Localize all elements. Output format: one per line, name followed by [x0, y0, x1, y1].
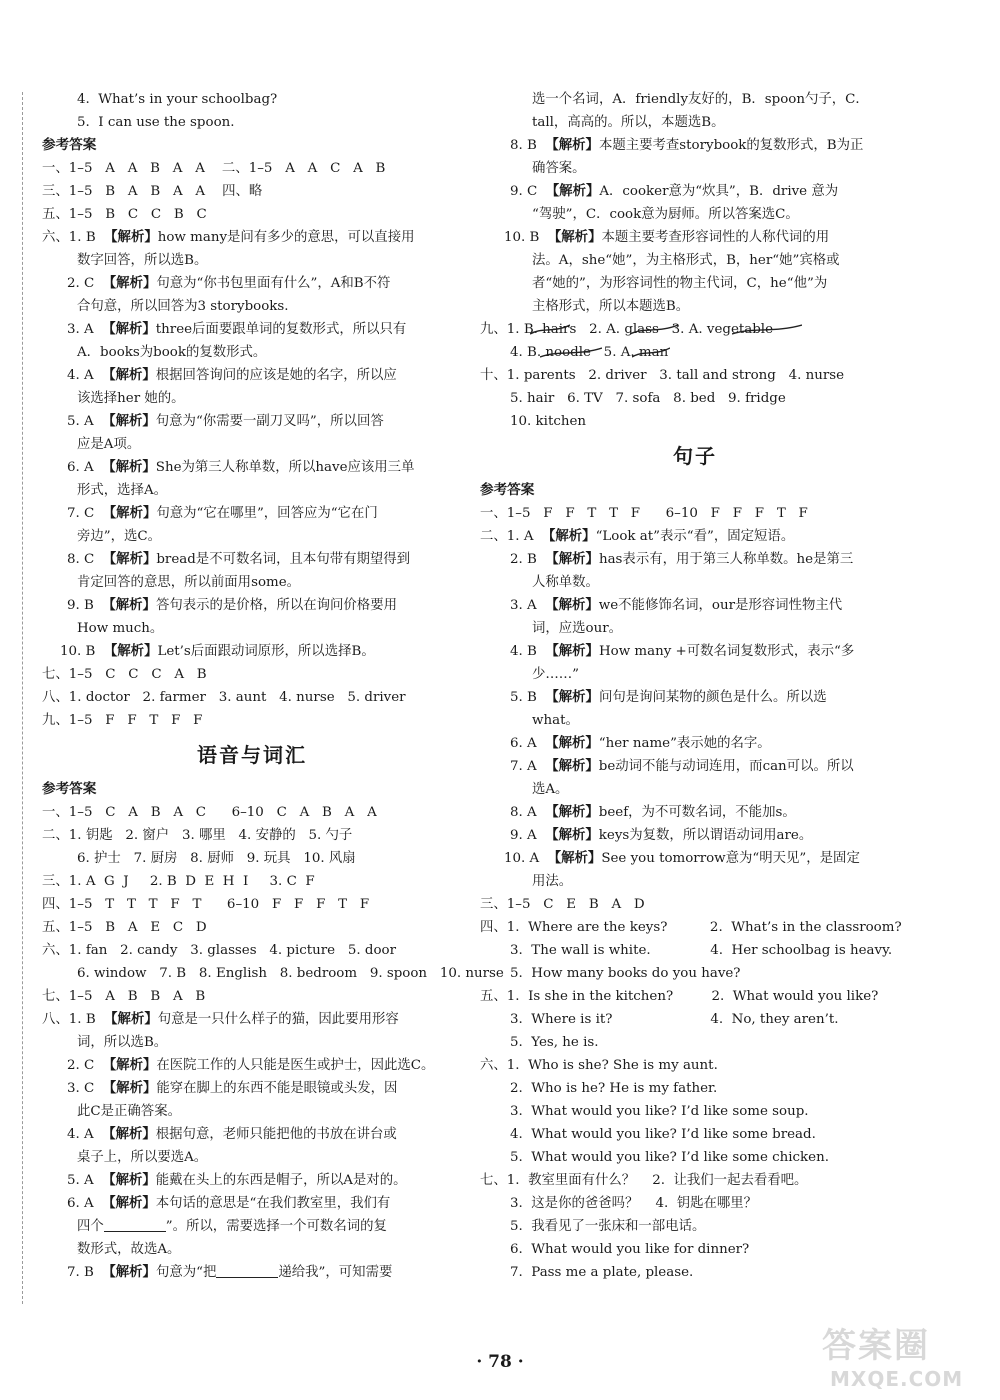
line-text: 八、1. doctor 2. farmer 3. aunt 4. nurse 5. driver	[42, 690, 406, 705]
line-text: 十、1. parents 2. driver 3. tall and strong 4. nurse	[480, 368, 845, 383]
line-text: 10. A	[504, 851, 548, 866]
line-text: 4. What would you like? I’d like some bread.	[510, 1127, 816, 1142]
analysis-text: 在医院工作的人只能是医生或护士，因此选C。	[156, 1058, 435, 1073]
line-text: 主格形式，所以本题选B。	[532, 299, 690, 314]
line-text: 3. A	[67, 322, 103, 337]
analysis-text: She为第三人称单数，所以have应该用三单	[155, 460, 415, 475]
answer-line	[42, 640, 462, 663]
answer-line	[42, 663, 462, 686]
line-text: 2. Who is he? He is my father.	[510, 1081, 718, 1096]
line-text: 9. A	[510, 828, 546, 843]
line-text: 四、1–5 T T T F T 6–10 F F F T F	[42, 897, 370, 912]
answer-line	[480, 272, 910, 295]
answer-line	[42, 295, 462, 318]
answer-line	[480, 663, 910, 686]
answer-line	[480, 295, 910, 318]
line-text: 选A。	[532, 782, 569, 797]
answer-line	[42, 1146, 462, 1169]
line-text: 七、1. 教室里面有什么？ 2. 让我们一起去看看吧。	[480, 1173, 808, 1188]
line-text: 者“她的”，为形容词性的物主代词，C，he“他”为	[532, 276, 828, 291]
line-text: A．books为book的复数形式。	[77, 345, 267, 360]
answer-line	[42, 479, 462, 502]
line-text: 5. B	[510, 690, 546, 705]
line-text: 2. C	[67, 276, 103, 291]
line-text: 六、1. Who is she? She is my aunt.	[480, 1058, 718, 1073]
line-text: 语音与词汇	[197, 743, 307, 767]
answer-line	[42, 1261, 462, 1284]
answer-line	[480, 318, 910, 341]
analysis-tag: 【解析】	[102, 505, 157, 521]
fill-blank	[104, 1216, 166, 1232]
answer-line	[42, 1100, 462, 1123]
section-title	[480, 433, 910, 479]
analysis-tag: 【解析】	[545, 643, 599, 659]
line-text: 7. C	[67, 506, 103, 521]
answer-line	[42, 249, 462, 272]
answer-line	[480, 1031, 910, 1054]
analysis-text: we不能修饰名词，our是形容词性物主代	[598, 598, 843, 613]
analysis-tag: 【解析】	[102, 321, 156, 337]
line-text: 9. C	[510, 184, 546, 199]
line-text: 8. A	[510, 805, 546, 820]
line-text: 四个	[77, 1219, 104, 1234]
line-text: 选一个名词，A．friendly友好的，B．spoon勺子，C．	[532, 92, 869, 107]
analysis-tag: 【解析】	[102, 1126, 156, 1142]
answer-line	[480, 801, 910, 824]
answer-line	[480, 226, 910, 249]
analysis-tag: 【解析】	[102, 1195, 156, 1211]
watermark-logo	[822, 1318, 998, 1398]
line-text: 一、1–5 F F T T F 6–10 F F F T F	[480, 506, 808, 521]
line-text: 6. A	[510, 736, 546, 751]
answer-line	[42, 1169, 462, 1192]
line-text: 桌子上，所以要选A。	[77, 1150, 208, 1165]
answer-line	[480, 617, 910, 640]
answer-line	[480, 180, 910, 203]
analysis-text: 句意为“你书包里面有什么”，A和B不符	[156, 276, 391, 291]
line-text: 6. A	[67, 1196, 103, 1211]
analysis-tag: 【解析】	[102, 1264, 156, 1280]
analysis-tag: 【解析】	[103, 643, 158, 659]
line-text: 词，所以选B。	[77, 1035, 168, 1050]
line-text: 一、1–5 C A B A C 6–10 C A B A A	[42, 805, 377, 820]
analysis-text: 本句话的意思是“在我们教室里，我们有	[155, 1196, 391, 1211]
line-text: 4. A	[67, 368, 103, 383]
analysis-text: beef，为不可数名词，不能加s。	[598, 805, 796, 820]
line-text: 6. What would you like for dinner?	[510, 1242, 750, 1257]
line-text: 数形式，故选A。	[77, 1242, 181, 1257]
line-text: 应是A项。	[77, 437, 141, 452]
line-text: 一、1–5 A A B A A 二、1–5 A A C A B	[42, 161, 386, 176]
line-text: 形式，选择A。	[77, 483, 168, 498]
page-number: · 78 ·	[476, 1352, 524, 1372]
analysis-tag: 【解析】	[102, 275, 157, 291]
line-text: 5. Yes, he is.	[510, 1035, 599, 1050]
answer-line	[480, 640, 910, 663]
answer-line	[42, 1054, 462, 1077]
analysis-tag: 【解析】	[545, 758, 599, 774]
line-text: 数字回答，所以选B。	[77, 253, 208, 268]
analysis-text: 句意是一只什么样子的猫，因此要用形容	[157, 1012, 399, 1027]
analysis-text: 答句表示的是价格，所以在询问价格要用	[155, 598, 397, 613]
analysis-text: 根据回答询问的应该是她的名字，所以应	[155, 368, 397, 383]
answer-line	[42, 594, 462, 617]
answer-line	[42, 387, 462, 410]
analysis-tag: 【解析】	[104, 1011, 158, 1027]
answer-line	[42, 617, 462, 640]
line-text: 6. window 7. B 8. English 8. bedroom 9. spoon 10. nurse	[77, 966, 504, 981]
line-text: 7. B	[67, 1265, 103, 1280]
analysis-text: How many +可数名词复数形式，表示“多	[598, 644, 855, 659]
answer-line	[42, 525, 462, 548]
answer-line	[480, 548, 910, 571]
line-text: 8. C	[67, 552, 103, 567]
line-text: 二、1. A	[480, 529, 542, 544]
watermark-text: 答案圈	[822, 1326, 930, 1366]
line-text: 8. B	[510, 138, 546, 153]
watermark-url: MXQE.COM	[830, 1367, 964, 1391]
analysis-text: See you tomorrow意为“明天见”，是固定	[601, 851, 860, 866]
line-text: 10. B	[60, 644, 104, 659]
answer-heading	[42, 134, 462, 157]
analysis-tag: 【解析】	[545, 827, 599, 843]
answer-line	[42, 1123, 462, 1146]
answer-line	[480, 1238, 910, 1261]
answer-line	[42, 1215, 462, 1238]
line-text: 三、1–5 B A B A A 四、略	[42, 184, 263, 199]
line-text: 合句意，所以回答为3 storybooks.	[77, 299, 289, 314]
analysis-text: 能戴在头上的东西是帽子，所以A是对的。	[155, 1173, 407, 1188]
answer-line	[42, 686, 462, 709]
line-text: 五、1–5 B A E C D	[42, 920, 207, 935]
answer-line	[42, 456, 462, 479]
line-text: 3. 这是你的爸爸吗？ 4. 钥匙在哪里？	[510, 1196, 758, 1211]
answer-line	[480, 847, 910, 870]
answer-line	[42, 318, 462, 341]
line-text: 7. Pass me a plate, please.	[510, 1265, 694, 1280]
answer-line	[42, 1192, 462, 1215]
line-text: 三、1. A G J 2. B D E H I 3. C F	[42, 874, 315, 889]
answer-line	[42, 571, 462, 594]
answer-line	[480, 985, 910, 1008]
line-text: 6. A	[67, 460, 103, 475]
line-text: 五、1. Is she in the kitchen? 2. What would you like?	[480, 989, 879, 1004]
analysis-text: “her name”表示她的名字。	[598, 736, 771, 751]
answer-line	[42, 272, 462, 295]
line-text: 九、1. B. hairs 2. A. glass 3. A. vegetable	[480, 322, 774, 337]
line-text: 7. A	[510, 759, 546, 774]
line-text: 6. 护士 7. 厨房 8. 厨师 9. 玩具 10. 风扇	[77, 851, 356, 866]
answer-line	[480, 1261, 910, 1284]
answer-line	[480, 387, 910, 410]
line-text: 9. B	[67, 598, 103, 613]
answer-line	[480, 1008, 910, 1031]
line-text: 3. The wall is white. 4. Her schoolbag is heavy.	[510, 943, 893, 958]
analysis-text: has表示有，用于第三人称单数。he是第三	[598, 552, 854, 567]
answer-line	[480, 709, 910, 732]
answer-line	[480, 502, 910, 525]
analysis-tag: 【解析】	[545, 551, 599, 567]
answer-line	[480, 249, 910, 272]
answer-line	[480, 134, 910, 157]
answer-line	[42, 985, 462, 1008]
line-text: 4. B	[510, 644, 546, 659]
line-text: 参考答案	[42, 137, 97, 153]
analysis-tag: 【解析】	[102, 1057, 157, 1073]
analysis-text: 能穿在脚上的东西不能是眼镜或头发，因	[156, 1081, 398, 1096]
analysis-text: 本题主要考查形容词性的人称代词的用	[601, 230, 830, 245]
analysis-text: Let’s后面跟动词原形，所以选择B。	[157, 644, 375, 659]
answer-line	[480, 916, 910, 939]
analysis-tag: 【解析】	[545, 137, 599, 153]
answer-line	[480, 1169, 910, 1192]
answer-line	[42, 1238, 462, 1261]
answer-line	[42, 364, 462, 387]
line-text: 5. A	[67, 414, 103, 429]
answer-line	[480, 939, 910, 962]
answer-line	[480, 571, 910, 594]
analysis-tag: 【解析】	[545, 804, 599, 820]
analysis-tag: 【解析】	[102, 597, 156, 613]
line-text: 10. B	[504, 230, 548, 245]
line-text: what。	[532, 713, 579, 728]
answer-line	[42, 88, 462, 111]
analysis-text: be动词不能与动词连用，而can可以。所以	[598, 759, 854, 774]
analysis-text: 句意为“把	[155, 1265, 217, 1280]
analysis-tag: 【解析】	[102, 551, 157, 567]
line-text: 词，应选our。	[532, 621, 623, 636]
answer-line	[480, 824, 910, 847]
answer-line	[480, 1054, 910, 1077]
answer-line	[480, 962, 910, 985]
analysis-text: 本题主要考查storybook的复数形式，B为正	[598, 138, 864, 153]
analysis-tag: 【解析】	[545, 597, 599, 613]
answer-line	[42, 180, 462, 203]
answer-line	[480, 686, 910, 709]
answer-heading	[42, 778, 462, 801]
line-text: 10. kitchen	[510, 414, 587, 429]
answer-line	[480, 203, 910, 226]
right-column	[480, 88, 910, 1284]
line-text: 肯定回答的意思，所以前面用some。	[77, 575, 301, 590]
line-text-after-blank: 递给我”，可知需要	[278, 1265, 393, 1280]
line-text: 八、1. B	[42, 1012, 105, 1027]
answer-line	[480, 732, 910, 755]
analysis-text: A．cooker意为“炊具”，B．drive 意为	[599, 184, 839, 199]
line-text: 人称单数。	[532, 575, 599, 590]
line-text: tall，高高的。所以，本题选B。	[532, 115, 725, 130]
line-text: How much。	[77, 621, 164, 636]
section-title	[42, 732, 462, 778]
line-text: 5. hair 6. TV 7. sofa 8. bed 9. fridge	[510, 391, 786, 406]
line-text: 4. A	[67, 1127, 103, 1142]
answer-line	[480, 594, 910, 617]
analysis-tag: 【解析】	[102, 459, 156, 475]
line-text: 用法。	[532, 874, 573, 889]
line-text: 五、1–5 B C C B C	[42, 207, 207, 222]
answer-line	[42, 916, 462, 939]
analysis-tag: 【解析】	[545, 689, 599, 705]
analysis-tag: 【解析】	[545, 183, 600, 199]
answer-heading	[480, 479, 910, 502]
analysis-text: bread是不可数名词，且本句带有期望得到	[156, 552, 411, 567]
analysis-tag: 【解析】	[102, 413, 156, 429]
line-text: 六、1. fan 2. candy 3. glasses 4. picture 5. door	[42, 943, 396, 958]
analysis-tag: 【解析】	[547, 850, 602, 866]
analysis-tag: 【解析】	[542, 528, 596, 544]
line-text: 二、1. 钥匙 2. 窗户 3. 哪里 4. 安静的 5. 勺子	[42, 828, 353, 843]
answer-line	[480, 1123, 910, 1146]
answer-line	[42, 341, 462, 364]
line-text: 此C是正确答案。	[77, 1104, 181, 1119]
answer-line	[480, 755, 910, 778]
analysis-tag: 【解析】	[102, 1172, 156, 1188]
analysis-text: 句意为“它在哪里”，回答应为“它在门	[156, 506, 378, 521]
line-text: 参考答案	[42, 781, 97, 797]
line-text: 2. C	[67, 1058, 103, 1073]
answer-line	[480, 88, 910, 111]
answer-line	[42, 226, 462, 249]
line-text: 4. What’s in your schoolbag?	[77, 92, 278, 107]
line-text: 5. I can use the spoon.	[77, 115, 235, 130]
answer-line	[480, 1100, 910, 1123]
answer-line	[42, 824, 462, 847]
line-text: 2. B	[510, 552, 546, 567]
answer-line	[480, 1215, 910, 1238]
answer-line	[480, 111, 910, 134]
answer-line	[42, 1077, 462, 1100]
analysis-tag: 【解析】	[102, 1080, 157, 1096]
analysis-text: 问句是询问某物的颜色是什么。所以选	[598, 690, 827, 705]
answer-line	[480, 341, 910, 364]
answer-line	[42, 939, 462, 962]
answer-line	[42, 870, 462, 893]
answer-line	[42, 893, 462, 916]
answer-line	[42, 801, 462, 824]
answer-line	[42, 847, 462, 870]
line-text: 5. A	[67, 1173, 103, 1188]
answer-line	[480, 893, 910, 916]
analysis-text: “Look at”表示“看”，固定短语。	[595, 529, 795, 544]
line-text: 句子	[673, 444, 717, 468]
analysis-text: how many是问有多少的意思，可以直接用	[157, 230, 415, 245]
line-text: 四、1. Where are the keys? 2. What’s in the classroom?	[480, 920, 902, 935]
answer-line	[42, 502, 462, 525]
line-text: 六、1. B	[42, 230, 105, 245]
answer-line	[42, 410, 462, 433]
analysis-tag: 【解析】	[102, 367, 156, 383]
line-text: 法。A，she“她”，为主格形式，B，her“她”宾格或	[532, 253, 840, 268]
answer-line	[42, 1031, 462, 1054]
analysis-tag: 【解析】	[545, 735, 599, 751]
line-text: 该选择her 她的。	[77, 391, 185, 406]
line-text: “驾驶”，C．cook意为厨师。所以答案选C。	[532, 207, 799, 222]
analysis-text: 句意为“你需要一副刀叉吗”，所以回答	[155, 414, 384, 429]
answer-line	[42, 548, 462, 571]
answer-line	[42, 111, 462, 134]
fill-blank	[216, 1262, 278, 1278]
answer-line	[480, 157, 910, 180]
line-text: 4. B. noodle 5. A. man	[510, 345, 669, 360]
answer-line	[480, 410, 910, 433]
answer-line	[42, 203, 462, 226]
line-text: 3. Where is it? 4. No, they aren’t.	[510, 1012, 839, 1027]
line-text: 3. C	[67, 1081, 103, 1096]
line-text: 5. What would you like? I’d like some chicken.	[510, 1150, 829, 1165]
answer-line	[480, 1192, 910, 1215]
line-text: 九、1–5 F F T F F	[42, 713, 203, 728]
line-text: 确答案。	[532, 161, 586, 176]
line-text: 参考答案	[480, 482, 535, 498]
analysis-tag: 【解析】	[104, 229, 158, 245]
answer-line	[42, 1008, 462, 1031]
line-text: 少……”	[532, 667, 580, 682]
analysis-tag: 【解析】	[547, 229, 602, 245]
left-column	[42, 88, 504, 1284]
answer-line	[42, 709, 462, 732]
analysis-text: three后面要跟单词的复数形式，所以只有	[155, 322, 407, 337]
line-text-after-blank: ”。所以，需要选择一个可数名词的复	[165, 1219, 387, 1234]
answer-line	[480, 525, 910, 548]
answer-line	[480, 1146, 910, 1169]
answer-line	[480, 778, 910, 801]
answer-line	[42, 962, 504, 985]
analysis-text: keys为复数，所以谓语动词用are。	[598, 828, 813, 843]
answer-line	[480, 1077, 910, 1100]
line-text: 5. How many books do you have?	[510, 966, 741, 981]
answer-line	[480, 870, 910, 893]
line-text: 3. A	[510, 598, 546, 613]
analysis-text: 根据句意，老师只能把他的书放在讲台或	[155, 1127, 397, 1142]
line-text: 旁边”，选C。	[77, 529, 162, 544]
binding-dashed-line	[22, 92, 23, 1304]
line-text: 七、1–5 C C C A B	[42, 667, 207, 682]
line-text: 3. What would you like? I’d like some soup.	[510, 1104, 809, 1119]
line-text: 5. 我看见了一张床和一部电话。	[510, 1219, 706, 1234]
answer-line	[480, 364, 910, 387]
answer-line	[42, 157, 462, 180]
line-text: 三、1–5 C E B A D	[480, 897, 645, 912]
line-text: 七、1–5 A B B A B	[42, 989, 206, 1004]
answer-line	[42, 433, 462, 456]
